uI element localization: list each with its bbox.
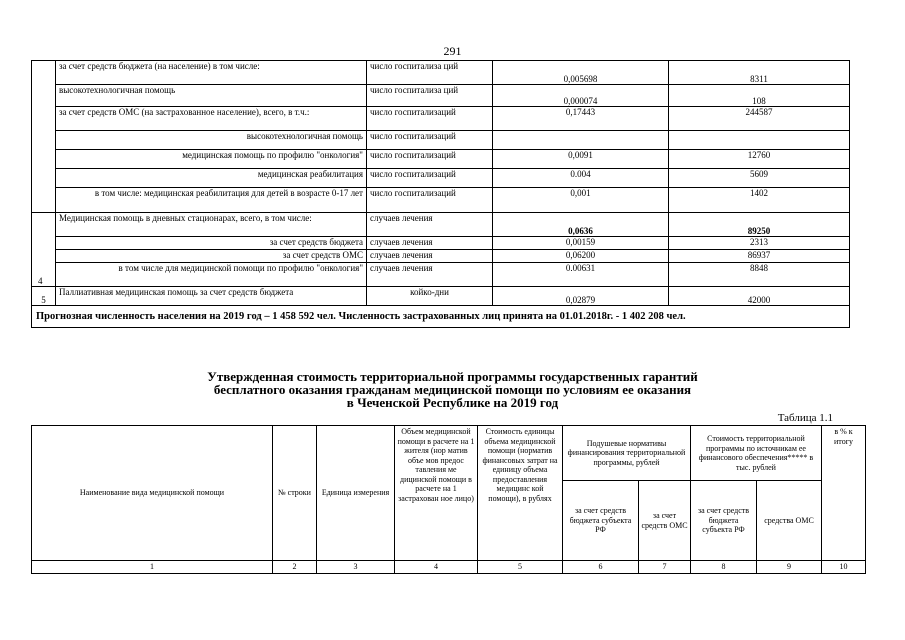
row-label: высокотехнологичная помощь bbox=[56, 131, 367, 150]
population-note: Прогнозная численность населения на 2019 год – 1 458 592 чел. Численность застрахованных лиц принята на 01.01.2018г. - 1 402 208 чел. bbox=[32, 306, 850, 328]
table-row bbox=[32, 250, 850, 263]
table-footer-row bbox=[32, 306, 850, 328]
row-unit: койко-дни bbox=[367, 287, 493, 306]
row-label: за счет средств бюджета bbox=[56, 237, 367, 250]
header-budget-total: за счет средств бюджета субъекта РФ bbox=[691, 481, 757, 561]
title-line: в Чеченской Республике на 2019 год bbox=[346, 395, 559, 410]
row-value: 2313 bbox=[669, 237, 850, 250]
column-number: 3 bbox=[317, 561, 395, 574]
row-label: медицинская помощь по профилю "онкология" bbox=[56, 150, 367, 169]
row-number: 4 bbox=[32, 213, 56, 287]
header-percent: в % к итогу bbox=[822, 426, 866, 561]
row-unit: число госпитализа ций bbox=[367, 61, 493, 85]
table-row bbox=[32, 85, 850, 107]
row-label: высокотехнологичная помощь bbox=[56, 85, 367, 107]
column-number: 6 bbox=[563, 561, 639, 574]
table-row bbox=[32, 61, 850, 85]
row-number-cell bbox=[32, 61, 56, 213]
row-label: в том числе для медицинской помощи по профилю "онкология" bbox=[56, 263, 367, 287]
row-value: 8848 bbox=[669, 263, 850, 287]
header-per-capita: Подушевые нормативы финансирования территориальной программы, рублей bbox=[563, 426, 691, 481]
row-norm: 0,0636 bbox=[493, 213, 669, 237]
column-number: 2 bbox=[273, 561, 317, 574]
row-unit: число госпитализаций bbox=[367, 169, 493, 188]
title-line: бесплатного оказания гражданам медицинской помощи по условиям ее оказания bbox=[213, 382, 692, 397]
row-unit: случаев лечения bbox=[367, 237, 493, 250]
row-unit: число госпитализа ций bbox=[367, 85, 493, 107]
row-value: 86937 bbox=[669, 250, 850, 263]
row-norm: 0,06200 bbox=[493, 250, 669, 263]
header-budget: за счет средств бюджета субъекта РФ bbox=[563, 481, 639, 561]
table-row bbox=[32, 237, 850, 250]
header-name: Наименование вида медицинской помощи bbox=[32, 426, 273, 561]
table-row bbox=[32, 131, 850, 150]
table-row bbox=[32, 263, 850, 287]
header-unit-cost: Стоимость единицы объема медицинской помощи (норматив финансовых затрат на единицу объема предоставления медицинс кой помощи), в рублях bbox=[478, 426, 563, 561]
document-title bbox=[0, 370, 905, 409]
table-row bbox=[32, 169, 850, 188]
header-volume: Объем медицинской помощи в расчете на 1 жителя (нор матив объе мов предос тавления ме дицинской помощи в расчете на 1 застрахован ное лицо) bbox=[395, 426, 478, 561]
row-unit: число госпитализаций bbox=[367, 131, 493, 150]
row-unit: случаев лечения bbox=[367, 250, 493, 263]
header-row bbox=[32, 426, 866, 481]
row-norm: 0,001 bbox=[493, 188, 669, 213]
row-number: 5 bbox=[32, 287, 56, 306]
column-number: 10 bbox=[822, 561, 866, 574]
row-label: Медицинская помощь в дневных стационарах, всего, в том числе: bbox=[56, 213, 367, 237]
column-number: 1 bbox=[32, 561, 273, 574]
row-value bbox=[669, 131, 850, 150]
header-row-number: № строки bbox=[273, 426, 317, 561]
row-norm: 0,02879 bbox=[493, 287, 669, 306]
row-value: 12760 bbox=[669, 150, 850, 169]
row-unit: число госпитализаций bbox=[367, 150, 493, 169]
program-cost-table bbox=[31, 425, 866, 574]
row-norm bbox=[493, 131, 669, 150]
row-value: 108 bbox=[669, 85, 850, 107]
row-norm: 0,0091 bbox=[493, 150, 669, 169]
column-number: 9 bbox=[757, 561, 822, 574]
row-value: 42000 bbox=[669, 287, 850, 306]
header-oms-total: средства ОМС bbox=[757, 481, 822, 561]
row-value: 244587 bbox=[669, 107, 850, 131]
row-value: 5609 bbox=[669, 169, 850, 188]
row-unit: число госпитализаций bbox=[367, 188, 493, 213]
row-norm: 0.004 bbox=[493, 169, 669, 188]
row-norm: 0,17443 bbox=[493, 107, 669, 131]
table-row bbox=[32, 107, 850, 131]
header-total-cost: Стоимость территориальной программы по источникам ее финансового обеспечения***** в тыс. рублей bbox=[691, 426, 822, 481]
row-unit: число госпитализаций bbox=[367, 107, 493, 131]
row-label: Паллиативная медицинская помощь за счет средств бюджета bbox=[56, 287, 367, 306]
table-row bbox=[32, 188, 850, 213]
row-norm: 0,005698 bbox=[493, 61, 669, 85]
row-label: медицинская реабилитация bbox=[56, 169, 367, 188]
table-row bbox=[32, 213, 850, 237]
row-value: 89250 bbox=[669, 213, 850, 237]
row-value: 1402 bbox=[669, 188, 850, 213]
column-number: 4 bbox=[395, 561, 478, 574]
row-unit: случаев лечения bbox=[367, 213, 493, 237]
column-number: 8 bbox=[691, 561, 757, 574]
title-line: Утвержденная стоимость территориальной программы государственных гарантий bbox=[207, 369, 698, 384]
column-number: 5 bbox=[478, 561, 563, 574]
row-unit: случаев лечения bbox=[367, 263, 493, 287]
page-number: 291 bbox=[443, 44, 462, 58]
row-label: за счет средств ОМС bbox=[56, 250, 367, 263]
header-oms: за счет средств ОМС bbox=[639, 481, 691, 561]
row-norm: 0,000074 bbox=[493, 85, 669, 107]
header-unit: Единица измерения bbox=[317, 426, 395, 561]
table-row bbox=[32, 150, 850, 169]
row-norm: 0,00159 bbox=[493, 237, 669, 250]
row-label: за счет средств бюджета (на население) в том числе: bbox=[56, 61, 367, 85]
hospital-care-table bbox=[31, 60, 850, 328]
table-row bbox=[32, 287, 850, 306]
row-value: 8311 bbox=[669, 61, 850, 85]
column-number: 7 bbox=[639, 561, 691, 574]
row-label: в том числе: медицинская реабилитация для детей в возрасте 0-17 лет bbox=[56, 188, 367, 213]
column-number-row bbox=[32, 561, 866, 574]
table-label: Таблица 1.1 bbox=[777, 412, 833, 424]
row-label: за счет средств ОМС (на застрахованное население), всего, в т.ч.: bbox=[56, 107, 367, 131]
row-norm: 0.00631 bbox=[493, 263, 669, 287]
